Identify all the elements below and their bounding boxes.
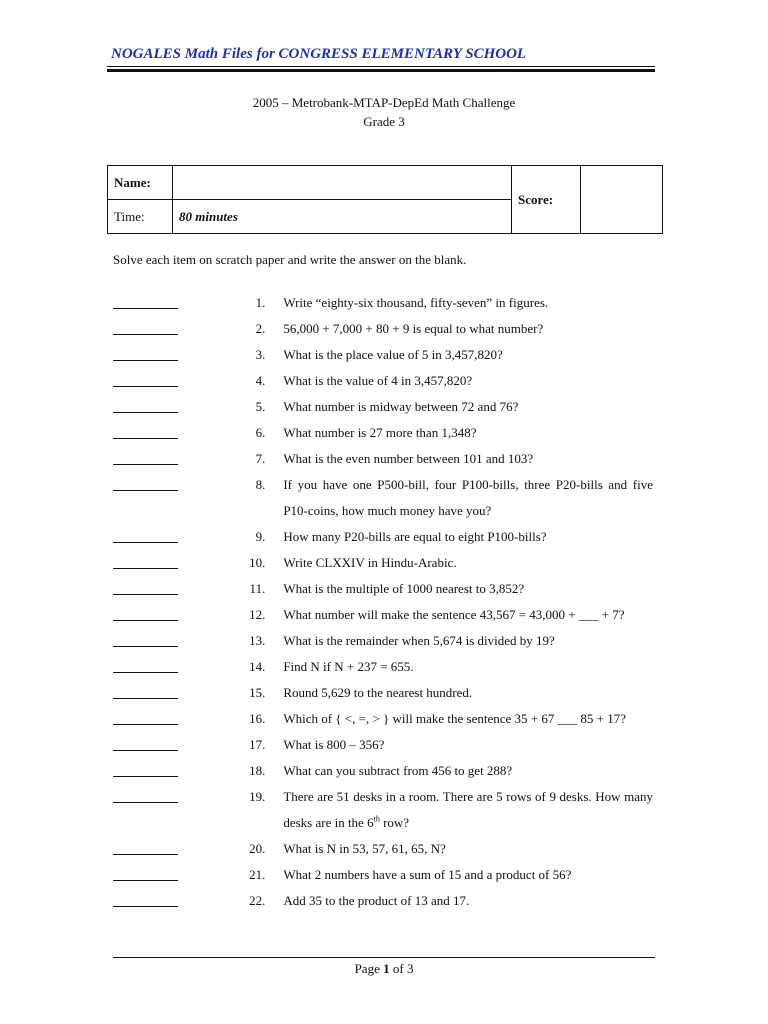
question-text [283, 680, 653, 706]
answer-blank[interactable] [113, 628, 178, 654]
question-number: 13. [249, 633, 266, 648]
answer-blank[interactable] [113, 446, 178, 472]
answer-blank[interactable] [113, 888, 178, 914]
question-number: 16. [249, 711, 266, 726]
question-text [283, 862, 653, 888]
question-item [113, 732, 653, 758]
question-text-main: How many P20-bills are equal to eight P100-bills? [283, 529, 547, 544]
answer-blank[interactable] [113, 862, 178, 888]
question-text-main: Write CLXXIV in Hindu-Arabic. [283, 555, 457, 570]
answer-blank[interactable] [113, 524, 178, 550]
question-text-main: Round 5,629 to the nearest hundred. [283, 685, 473, 700]
question-text-main: What is the even number between 101 and 103? [283, 451, 534, 466]
answer-blank[interactable] [113, 836, 178, 862]
question-number: 15. [249, 685, 266, 700]
info-table [107, 165, 663, 234]
answer-blank[interactable] [113, 368, 178, 394]
question-text-main: What is the value of 4 in 3,457,820? [283, 373, 473, 388]
question-item [113, 758, 653, 784]
header-title: NOGALES Math Files for CONGRESS ELEMENTARY SCHOOL [111, 46, 527, 62]
question-item [113, 706, 653, 732]
answer-blank[interactable] [113, 316, 178, 342]
question-number: 14. [249, 659, 266, 674]
question-text-main: If you have one P500-bill, four P100-bills, three P20-bills and five P10-coins, how much money have you? [283, 477, 653, 518]
time-label: Time: [108, 200, 173, 234]
answer-blank[interactable] [113, 290, 178, 316]
page-footer [0, 961, 768, 977]
score-label: Score: [512, 166, 581, 234]
name-label: Name: [108, 166, 173, 200]
question-text [283, 342, 653, 368]
question-item [113, 342, 653, 368]
question-number: 11. [249, 581, 266, 596]
question-number: 5. [255, 399, 266, 414]
question-item [113, 862, 653, 888]
question-item [113, 628, 653, 654]
question-number: 8. [255, 477, 266, 492]
time-value: 80 minutes [173, 200, 512, 234]
question-item [113, 680, 653, 706]
page-current: 1 [383, 961, 390, 976]
answer-blank[interactable] [113, 758, 178, 784]
question-number: 19. [249, 789, 266, 804]
question-number: 6. [255, 425, 266, 440]
exam-grade: Grade 3 [363, 114, 405, 129]
question-text [283, 758, 653, 784]
question-number: 12. [249, 607, 266, 622]
question-text-main: What number will make the sentence 43,567 = 43,000 + ___ + 7? [283, 607, 625, 622]
question-text [283, 550, 653, 576]
question-text [283, 290, 653, 316]
answer-blank[interactable] [113, 472, 178, 524]
question-text [283, 654, 653, 680]
question-text-main: 56,000 + 7,000 + 80 + 9 is equal to what number? [283, 321, 544, 336]
answer-blank[interactable] [113, 706, 178, 732]
question-number: 22. [249, 893, 266, 908]
answer-blank[interactable] [113, 680, 178, 706]
question-text [283, 784, 653, 836]
question-number: 21. [249, 867, 266, 882]
question-item [113, 602, 653, 628]
question-text [283, 368, 653, 394]
question-item [113, 446, 653, 472]
question-item [113, 836, 653, 862]
question-item [113, 420, 653, 446]
page-prefix: Page [354, 961, 384, 976]
exam-title: 2005 – Metrobank-MTAP-DepEd Math Challenge [252, 95, 516, 110]
question-number: 4. [255, 373, 266, 388]
question-text-main: What is N in 53, 57, 61, 65, N? [283, 841, 446, 856]
question-text-main: What is the remainder when 5,674 is divided by 19? [283, 633, 555, 648]
question-text [283, 836, 653, 862]
question-item [113, 654, 653, 680]
header-rule-thin [107, 66, 655, 67]
question-text-main: Find N if N + 237 = 655. [283, 659, 414, 674]
question-item [113, 524, 653, 550]
instructions: Solve each item on scratch paper and write the answer on the blank. [113, 252, 467, 267]
question-number: 1. [255, 295, 266, 310]
question-text-main: Which of { <, =, > } will make the sentence 35 + 67 ___ 85 + 17? [283, 711, 626, 726]
question-item [113, 784, 653, 836]
question-item [113, 550, 653, 576]
answer-blank[interactable] [113, 550, 178, 576]
question-text-main: What 2 numbers have a sum of 15 and a product of 56? [283, 867, 572, 882]
page-total: 3 [406, 961, 414, 976]
score-field[interactable] [581, 166, 663, 234]
footer-rule [113, 957, 655, 958]
question-text-superscript: th [373, 814, 380, 824]
question-text-main: Write “eighty-six thousand, fifty-seven” in figures. [283, 295, 549, 310]
answer-blank[interactable] [113, 654, 178, 680]
question-text-main: Add 35 to the product of 13 and 17. [283, 893, 470, 908]
question-item [113, 394, 653, 420]
question-text-tail: row? [379, 815, 410, 830]
question-text-main: What number is 27 more than 1,348? [283, 425, 477, 440]
question-number: 17. [249, 737, 266, 752]
question-item [113, 290, 653, 316]
question-text [283, 628, 653, 654]
question-text [283, 394, 653, 420]
answer-blank[interactable] [113, 784, 178, 836]
question-item [113, 316, 653, 342]
question-number: 9. [255, 529, 266, 544]
name-field[interactable] [173, 166, 512, 200]
question-number: 20. [249, 841, 266, 856]
question-text-main: What is the multiple of 1000 nearest to 3,852? [283, 581, 525, 596]
answer-blank[interactable] [113, 394, 178, 420]
answer-blank[interactable] [113, 420, 178, 446]
question-number: 18. [249, 763, 266, 778]
question-list [113, 290, 653, 914]
question-text-main: There are 51 desks in a room. There are 5 rows of 9 desks. How many desks are in the 6 [283, 789, 653, 830]
question-number: 10. [249, 555, 266, 570]
question-text-main: What number is midway between 72 and 76? [283, 399, 519, 414]
question-text-main: What can you subtract from 456 to get 288? [283, 763, 513, 778]
question-text [283, 706, 653, 732]
page-of: of [389, 961, 407, 976]
question-text [283, 446, 653, 472]
question-number: 2. [255, 321, 266, 336]
question-item [113, 888, 653, 914]
question-number: 3. [255, 347, 266, 362]
question-number: 7. [255, 451, 266, 466]
question-text-main: What is 800 – 356? [283, 737, 385, 752]
question-text [283, 420, 653, 446]
answer-blank[interactable] [113, 602, 178, 628]
question-text [283, 524, 653, 550]
question-item [113, 576, 653, 602]
answer-blank[interactable] [113, 732, 178, 758]
question-item [113, 472, 653, 524]
question-text [283, 316, 653, 342]
question-text [283, 732, 653, 758]
question-item [113, 368, 653, 394]
question-text [283, 576, 653, 602]
question-text-main: What is the place value of 5 in 3,457,820? [283, 347, 503, 362]
question-text [283, 472, 653, 524]
header-rule-thick [107, 69, 655, 72]
answer-blank[interactable] [113, 576, 178, 602]
question-text [283, 888, 653, 914]
answer-blank[interactable] [113, 342, 178, 368]
question-text [283, 602, 653, 628]
